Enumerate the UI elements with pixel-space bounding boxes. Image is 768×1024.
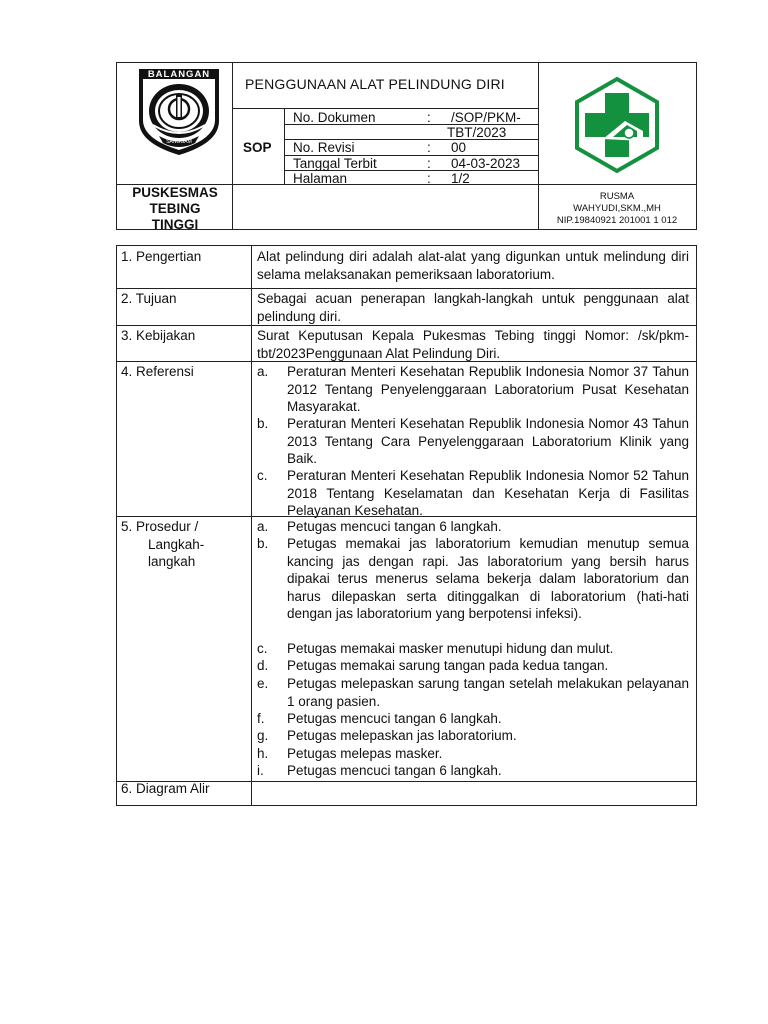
signatory-name-2: WAHYUDI,SKM.,MH xyxy=(573,203,661,214)
emblem-motto: SANGGAM xyxy=(166,139,192,145)
signatory-nip: NIP.19840921 201001 1 012 xyxy=(556,215,678,226)
meta-doc-value-2: TBT/2023 xyxy=(447,125,507,140)
meta-page-sep: : xyxy=(427,171,431,186)
sop-header-table xyxy=(116,62,697,230)
balangan-regency-emblem-icon xyxy=(135,65,223,157)
kemenkes-health-logo-icon xyxy=(567,75,667,175)
institution-name: PUSKESMAS TEBING TINGGI xyxy=(132,185,218,232)
meta-date-label: Tanggal Terbit xyxy=(293,156,377,171)
section-text-pengertian: Alat pelindung diri adalah alat-alat yang digunkan untuk melindung diri selama melaksanakan pemeriksaan laboratorium. xyxy=(257,249,689,282)
meta-doc-label: No. Dokumen xyxy=(293,110,376,125)
meta-rev-sep: : xyxy=(427,140,431,155)
meta-page-label: Halaman xyxy=(293,171,348,186)
meta-date-sep: : xyxy=(427,156,431,171)
meta-rev-value: 00 xyxy=(451,140,467,155)
document-title: PENGGUNAAN ALAT PELINDUNG DIRI xyxy=(245,76,505,92)
section-label-prosedur: 5. Prosedur / Langkah- langkah xyxy=(121,519,205,569)
meta-date-value: 04-03-2023 xyxy=(451,156,521,171)
signatory-name-1: RUSMA xyxy=(599,191,635,202)
meta-doc-value: /SOP/PKM- xyxy=(451,110,521,125)
meta-rev-label: No. Revisi xyxy=(293,140,355,155)
section-label-kebijakan: 3. Kebijakan xyxy=(121,328,196,343)
meta-doc-sep: : xyxy=(427,110,431,125)
section-text-tujuan: Sebagai acuan penerapan langkah-langkah untuk penggunaan alat pelindung diri. xyxy=(257,291,689,324)
section-label-referensi: 4. Referensi xyxy=(121,364,194,379)
sop-content-table: 1. Pengertian Alat pelindung diri adalah alat-alat yang digunkan untuk melindung diri selama melaksanakan pemeriksaan laboratorium. 2. Tujuan Sebagai acuan penerapan langkah-langkah untuk penggunaan alat pelindung diri. 3. Kebijakan Surat Keputusan Kepala Pukesmas Tebing tinggi Nomor: /sk/pkm-tbt/2023Penggunaan Alat Pelindung Diri. 4. Referensi a. Peraturan Menteri Kesehatan Republik Indonesia Nomor 37 Tahun 2012 Tentang Penyelenggaraan Laboratorium Pusat Kesehatan Masyarakat. b. Peraturan Menteri Kesehatan Republik Indonesia Nomor 43 Tahun 2013 Tentang Cara Penyelenggaraan Laboratorium Klinik yang Baik. c. Peraturan Menteri Kesehatan Republik Indonesia Nomor 52 Tahun 2018 Tentang Keselamatan dan Kesehatan Kerja di Fasilitas Pelayanan Kesehatan. 5. Prosedur / Langkah- langkah a. Petugas mencuci tangan 6 langkah. b. Petugas memakai jas laboratorium kemudian menutup semua kancing jas dengan rapi. Jas laboratorium yang bersih harus dipakai terus menerus selama bekerja dalam laboratorium dan harus dilepaskan serta ditinggalkan di laboratorium (hati-hati dengan jas laboratorium yang berpotensi infeksi). c. Petugas memakai masker menutupi hidung dan mulut. d. Petugas memakai sarung tangan pada kedua tangan. e. Petugas melepaskan sarung tangan setelah melakukan pelayanan 1 orang pasien. f. Petugas mencuci tangan 6 langkah. g. Petugas melepaskan jas laboratorium. h. Petugas melepas masker. i. Petugas mencuci tangan 6 langkah. 6. Diagram Alir xyxy=(116,245,697,806)
section-label-tujuan: 2. Tujuan xyxy=(121,291,177,306)
section-label-diagram-alir: 6. Diagram Alir xyxy=(121,781,210,796)
emblem-caption: BALANGAN xyxy=(147,69,211,80)
sop-label: SOP xyxy=(243,140,272,155)
meta-page-value: 1/2 xyxy=(451,171,470,186)
signatory-block xyxy=(537,191,697,227)
section-text-kebijakan: Surat Keputusan Kepala Pukesmas Tebing tinggi Nomor: /sk/pkm-tbt/2023Penggunaan Alat Pelindung Diri. xyxy=(257,328,689,361)
section-label-pengertian: 1. Pengertian xyxy=(121,249,202,264)
